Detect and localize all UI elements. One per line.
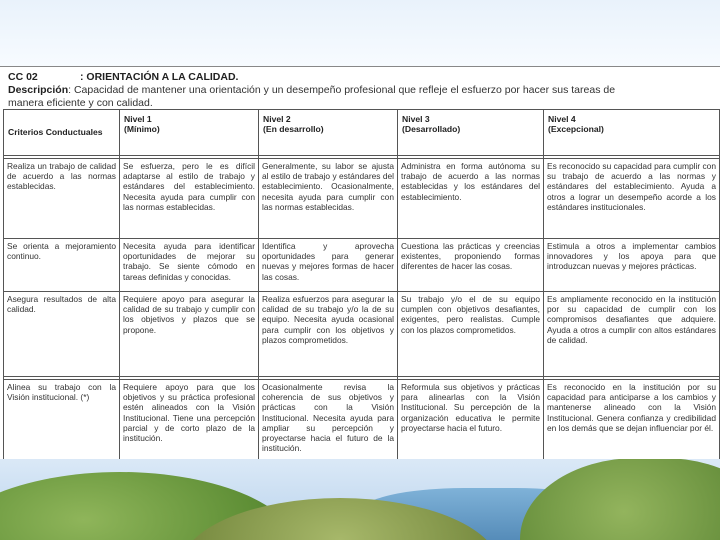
level-4-cell: Estimula a otros a implementar cambios innovadores y los apoya para que introduzcan nuevas y mejores prácticas. bbox=[544, 239, 720, 292]
level-name: Nivel 4 bbox=[548, 114, 576, 124]
level-name: Nivel 2 bbox=[263, 114, 291, 124]
level-3-cell: Cuestiona las prácticas y creencias existentes, proponiendo formas diferentes de hacer las cosas. bbox=[398, 239, 544, 292]
level-1-cell: Requiere apoyo para que los objetivos y su práctica profesional estén alineados con la Visión Institucional. Tiene una percepción parcial y de corto plazo de la institución. bbox=[120, 380, 259, 460]
level-2-cell: Realiza esfuerzos para asegurar la calidad de su trabajo y/o la de su equipo. Necesita ayuda ocasional para cumplir con los objetivos y plazos comprometidos. bbox=[259, 292, 398, 377]
level-sub: (Mínimo) bbox=[124, 124, 160, 135]
level-sub: (En desarrollo) bbox=[263, 124, 324, 135]
level-sub: (Desarrollado) bbox=[402, 124, 461, 135]
slide-background-top bbox=[0, 0, 720, 66]
competency-heading bbox=[8, 71, 238, 83]
table-row bbox=[4, 380, 720, 460]
level-2-cell: Identifica y aprovecha oportunidades para generar nuevas y mejores formas de hacer las cosas. bbox=[259, 239, 398, 292]
level-1-cell: Requiere apoyo para asegurar la calidad de su trabajo y cumplir con los objetivos y plazos que se propone. bbox=[120, 292, 259, 377]
level-3-cell: Administra en forma autónoma su trabajo de acuerdo a las normas establecidas y los estándares del establecimiento. bbox=[398, 159, 544, 239]
level-3-cell: Reformula sus objetivos y prácticas para alinearlas con la Visión Institucional. Su percepción de la organización educativa le permite proyectarse hacia el futuro. bbox=[398, 380, 544, 460]
table-row bbox=[4, 292, 720, 377]
table-row bbox=[4, 159, 720, 239]
document-page bbox=[0, 66, 720, 459]
competency-code: CC 02 bbox=[8, 71, 38, 83]
description-text: : Capacidad de mantener una orientación y un desempeño profesional que refleje el esfuerzo por hacer sus tareas de bbox=[68, 84, 616, 96]
competency-table bbox=[3, 109, 720, 459]
level-4-cell: Es reconocido en la institución por su capacidad para anticiparse a los cambios y mantenerse alineado con la Visión Institucional. Genera confianza y credibilidad en los demás que se dejan influenciar por él. bbox=[544, 380, 720, 460]
criterion-cell: Asegura resultados de alta calidad. bbox=[4, 292, 120, 377]
level-1-cell: Necesita ayuda para identificar oportunidades de mejorar su trabajo. Se siente cómodo en tareas definidas y conocidas. bbox=[120, 239, 259, 292]
competency-description bbox=[8, 84, 720, 109]
criterion-cell: Se orienta a mejoramiento continuo. bbox=[4, 239, 120, 292]
level-name: Nivel 3 bbox=[402, 114, 430, 124]
header-level-4 bbox=[544, 110, 720, 156]
hill-right bbox=[520, 458, 720, 540]
level-sub: (Excepcional) bbox=[548, 124, 604, 135]
criterion-cell: Realiza un trabajo de calidad de acuerdo a las normas establecidas. bbox=[4, 159, 120, 239]
header-level-1 bbox=[120, 110, 259, 156]
level-3-cell: Su trabajo y/o el de su equipo cumplen con objetivos desafiantes, exigentes, pero realistas. Cumple con los plazos comprometidos. bbox=[398, 292, 544, 377]
level-2-cell: Ocasionalmente revisa la coherencia de sus objetivos y prácticas con la Visión Institucional. Necesita ayuda para ampliar su percepción y proyectarse hacia el futuro de la institución. bbox=[259, 380, 398, 460]
level-name: Nivel 1 bbox=[124, 114, 152, 124]
description-label: Descripción bbox=[8, 84, 69, 96]
description-text-2: manera eficiente y con calidad. bbox=[8, 96, 153, 109]
table-header-row bbox=[4, 110, 720, 156]
level-4-cell: Es reconocido su capacidad para cumplir con su trabajo de acuerdo a las normas y estándares del establecimiento. Ayuda a otros a lograr un desempeño acorde a los estándares institucionales. bbox=[544, 159, 720, 239]
level-2-cell: Generalmente, su labor se ajusta al estilo de trabajo y estándares del establecimiento. Ocasionalmente, necesita ayuda para cumplir con las normas establecidas. bbox=[259, 159, 398, 239]
table-row bbox=[4, 239, 720, 292]
level-1-cell: Se esfuerza, pero le es difícil adaptarse al estilo de trabajo y estándares del establecimiento. Necesita ayuda para cumplir con las normas establecidas. bbox=[120, 159, 259, 239]
header-level-3 bbox=[398, 110, 544, 156]
competency-title: : ORIENTACIÓN A LA CALIDAD. bbox=[80, 71, 239, 83]
criterion-cell: Alinea su trabajo con la Visión institucional. (*) bbox=[4, 380, 120, 460]
level-4-cell: Es ampliamente reconocido en la institución por su capacidad de cumplir con los compromisos desafiantes que adquiere. Ayuda a otros a cumplir con altos estándares de calidad. bbox=[544, 292, 720, 377]
header-level-2 bbox=[259, 110, 398, 156]
header-criterios: Criterios Conductuales bbox=[4, 110, 120, 156]
landscape-background bbox=[0, 458, 720, 540]
